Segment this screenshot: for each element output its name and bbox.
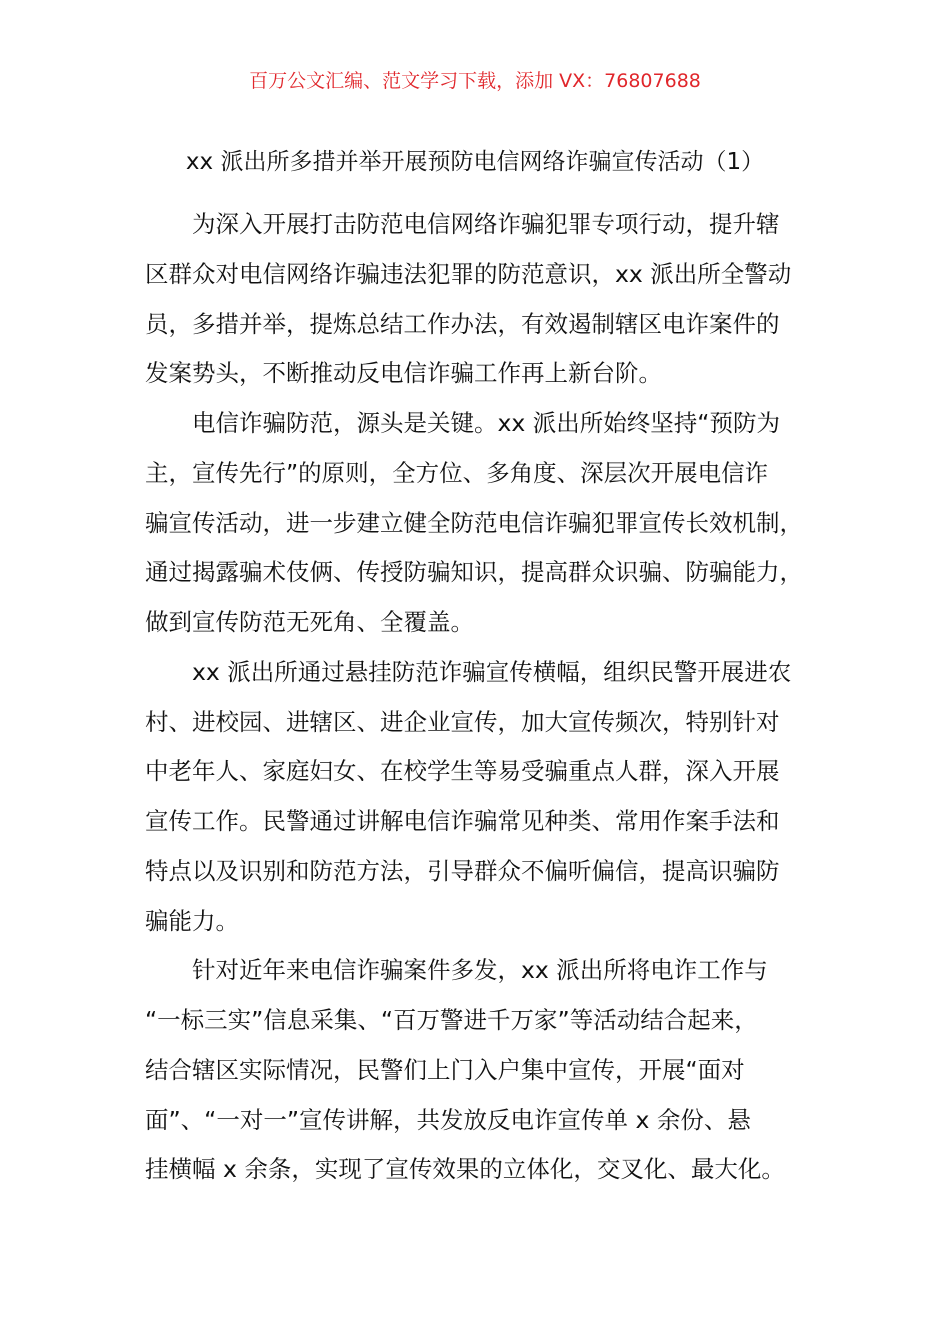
paragraph	[145, 648, 825, 947]
paragraph-line: 村、进校园、进辖区、进企业宣传，加大宣传频次，特别针对	[145, 707, 780, 736]
paragraph-line: 骗宣传活动，进一步建立健全防范电信诈骗犯罪宣传长效机制，	[145, 508, 803, 537]
paragraph	[145, 200, 825, 399]
document-title: xx 派出所多措并举开展预防电信网络诈骗宣传活动（1）	[185, 149, 765, 175]
paragraph-line: “一标三实”信息采集、“百万警进千万家”等活动结合起来，	[145, 1006, 758, 1034]
paragraph-line: 做到宣传防范无死角、全覆盖。	[145, 608, 474, 636]
paragraph-line: 针对近年来电信诈骗案件多发，xx 派出所将电诈工作与	[192, 956, 768, 985]
paragraph-line: 中老年人、家庭妇女、在校学生等易受骗重点人群，深入开展	[145, 757, 780, 786]
paragraph-line: 电信诈骗防范，源头是关键。xx 派出所始终坚持“预防为	[192, 409, 780, 437]
paragraph-line: 挂横幅 x 余条，实现了宣传效果的立体化，交叉化、最大化。	[145, 1155, 785, 1184]
paragraph-line: 主，宣传先行”的原则，全方位、多角度、深层次开展电信诈	[145, 458, 769, 487]
paragraph-line: 员，多措并举，提炼总结工作办法，有效遏制辖区电诈案件的	[145, 309, 780, 338]
paragraph-line: 区群众对电信网络诈骗违法犯罪的防范意识，xx 派出所全警动	[145, 259, 792, 288]
paragraph-line: 结合辖区实际情况，民警们上门入户集中宣传，开展“面对	[145, 1055, 745, 1084]
paragraph-line: xx 派出所通过悬挂防范诈骗宣传横幅，组织民警开展进农	[192, 657, 792, 686]
paragraph-line: 特点以及识别和防范方法，引导群众不偏听偏信，提高识骗防	[145, 856, 780, 885]
paragraph-line: 宣传工作。民警通过讲解电信诈骗常见种类、常用作案手法和	[145, 807, 780, 835]
paragraph-line: 为深入开展打击防范电信网络诈骗犯罪专项行动，提升辖	[192, 210, 780, 238]
paragraph	[145, 946, 825, 1195]
watermark-header: 百万公文汇编、范文学习下载，添加 VX：76807688	[249, 70, 701, 92]
paragraph-line: 通过揭露骗术伎俩、传授防骗知识，提高群众识骗、防骗能力，	[145, 558, 803, 587]
paragraph	[145, 399, 825, 648]
paragraph-line: 面”、“一对一”宣传讲解，共发放反电诈宣传单 x 余份、悬	[145, 1105, 751, 1134]
document-body	[145, 200, 825, 1195]
paragraph-line: 骗能力。	[145, 906, 239, 935]
paragraph-line: 发案势头，不断推动反电信诈骗工作再上新台阶。	[145, 359, 662, 388]
